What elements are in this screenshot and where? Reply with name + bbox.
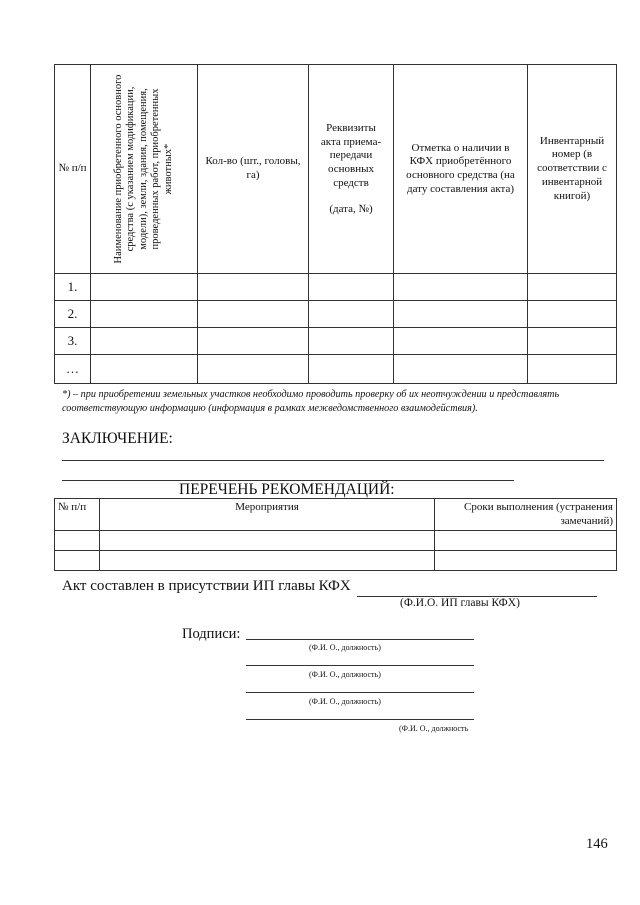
cell-presence [394, 328, 528, 355]
cell-qty [198, 355, 309, 384]
signature-caption: (Ф.И. О., должность) [309, 697, 381, 706]
act-statement: Акт составлен в присутствии ИП главы КФХ [62, 578, 351, 594]
rec-cell-num [55, 550, 100, 570]
header-requisites-text: Реквизиты акта приема-передачи основных средств [320, 121, 382, 189]
signature-caption: (Ф.И. О., должность) [309, 643, 381, 652]
cell-name [91, 355, 198, 384]
cell-inventory [528, 355, 617, 384]
cell-presence [394, 355, 528, 384]
table-row [55, 274, 617, 301]
table-row [55, 355, 617, 384]
row-number: … [55, 355, 91, 384]
cell-requisites [309, 328, 394, 355]
cell-inventory [528, 301, 617, 328]
recommendations-table [54, 498, 617, 571]
cell-inventory [528, 274, 617, 301]
page-number: 146 [586, 836, 608, 852]
header-name [91, 65, 198, 274]
header-name-text: Наименование приобретенного основного средства (с указанием модификации, модели), земли, здания, помещения, проведенных работ, приобретенных животных* [113, 74, 174, 264]
header-qty: Кол-во (шт., головы, га) [198, 65, 309, 274]
header-inventory: Инвентарный номер (в соответствии с инвентарной книгой) [528, 65, 617, 274]
cell-qty [198, 274, 309, 301]
conclusion-title: ЗАКЛЮЧЕНИЕ: [62, 430, 173, 447]
rec-cell-num [55, 530, 100, 550]
signature-line [246, 692, 474, 693]
rec-header-num: № п/п [55, 499, 100, 531]
rec-cell-deadlines [435, 530, 617, 550]
cell-presence [394, 274, 528, 301]
cell-name [91, 301, 198, 328]
header-requisites-sub: (дата, №) [329, 202, 373, 215]
footnote: *) – при приобретении земельных участков необходимо проводить проверку об их неотчуждении и представлять соответствующую информацию (информация в рамках межведомственного взаимодействия). [62, 389, 560, 414]
signature-line [246, 719, 474, 720]
rec-header-deadlines: Сроки выполнения (устранения замечаний) [435, 499, 617, 531]
rec-cell-deadlines [435, 550, 617, 570]
signature-line [246, 665, 474, 666]
header-num: № п/п [55, 65, 91, 274]
cell-requisites [309, 355, 394, 384]
signatures-label: Подписи: [182, 626, 241, 642]
conclusion-line [62, 460, 604, 461]
cell-presence [394, 301, 528, 328]
header-presence: Отметка о наличии в КФХ приобретённого основного средства (на дату составления акта) [394, 65, 528, 274]
assets-header-row [55, 65, 617, 274]
cell-qty [198, 328, 309, 355]
rec-cell-measures [100, 550, 435, 570]
cell-inventory [528, 328, 617, 355]
cell-qty [198, 301, 309, 328]
head-name-caption: (Ф.И.О. ИП главы КФХ) [400, 597, 520, 609]
cell-name [91, 328, 198, 355]
rec-cell-measures [100, 530, 435, 550]
table-row [55, 328, 617, 355]
signature-line [246, 639, 474, 640]
table-row [55, 301, 617, 328]
cell-name [91, 274, 198, 301]
row-number: 2. [55, 301, 91, 328]
recommendations-header-row [55, 499, 617, 531]
header-requisites [309, 65, 394, 274]
cell-requisites [309, 301, 394, 328]
recommendations-title: ПЕРЕЧЕНЬ РЕКОМЕНДАЦИЙ: [179, 481, 395, 498]
table-row [55, 550, 617, 570]
table-row [55, 530, 617, 550]
row-number: 3. [55, 328, 91, 355]
cell-requisites [309, 274, 394, 301]
assets-table [54, 64, 617, 384]
signature-caption: (Ф.И. О., должность) [309, 670, 381, 679]
signature-caption: (Ф.И. О., должность [399, 724, 469, 733]
rec-header-measures: Мероприятия [100, 499, 435, 531]
row-number: 1. [55, 274, 91, 301]
